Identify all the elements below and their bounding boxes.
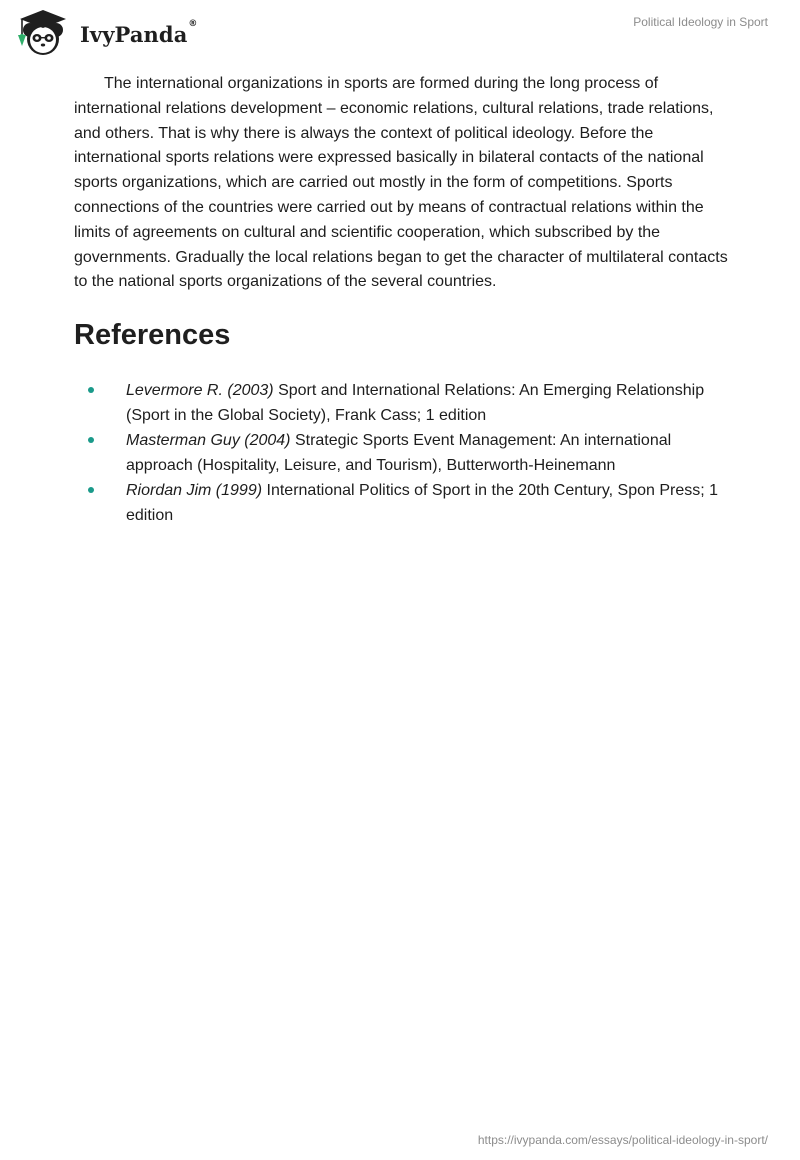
essay-content [74,72,734,528]
reference-author: Riordan Jim (1999) [126,482,263,500]
reference-item [74,478,734,528]
trademark-symbol: ® [188,18,198,29]
ivypanda-logo[interactable] [16,8,198,58]
bullet-icon [88,487,94,493]
reference-author: Levermore R. (2003) [126,382,274,400]
panda-icon [16,8,74,58]
bullet-icon [88,437,94,443]
references-heading: References [74,319,231,352]
source-url-link[interactable]: https://ivypanda.com/essays/political-ideology-in-sport/ [477,1133,768,1147]
references-list [74,378,734,528]
reference-item [74,378,734,428]
brand-name: IvyPanda® [80,18,198,47]
page-header [0,0,800,62]
reference-item [74,428,734,478]
reference-text: International Politics of Sport in the 20th Century, Spon Press; 1 edition [126,482,719,525]
reference-author: Masterman Guy (2004) [126,432,291,450]
reference-text: Sport and International Relations: An Emerging Relationship (Sport in the Global Society), Frank Cass; 1 edition [126,382,705,425]
document-title: Political Ideology in Sport [633,15,768,29]
bullet-icon [88,387,94,393]
reference-text: Strategic Sports Event Management: An international approach (Hospitality, Leisure, and Tourism), Butterworth-Heinemann [126,432,672,475]
body-paragraph: The international organizations in sports are formed during the long process of international relations development – economic relations, cultural relations, trade relations, and others. That is why there is always the context of political ideology. Before the international sports relations were expressed basically in bilateral contacts of the national sports organizations, which are carried out mostly in the form of competitions. Sports connections of the countries were carried out by means of contractual relations within the limits of agreements on cultural and scientific cooperation, which subscribed by the governments. Gradually the local relations began to get the character of multilateral contacts to the national sports organizations of the several countries. [74,75,728,291]
